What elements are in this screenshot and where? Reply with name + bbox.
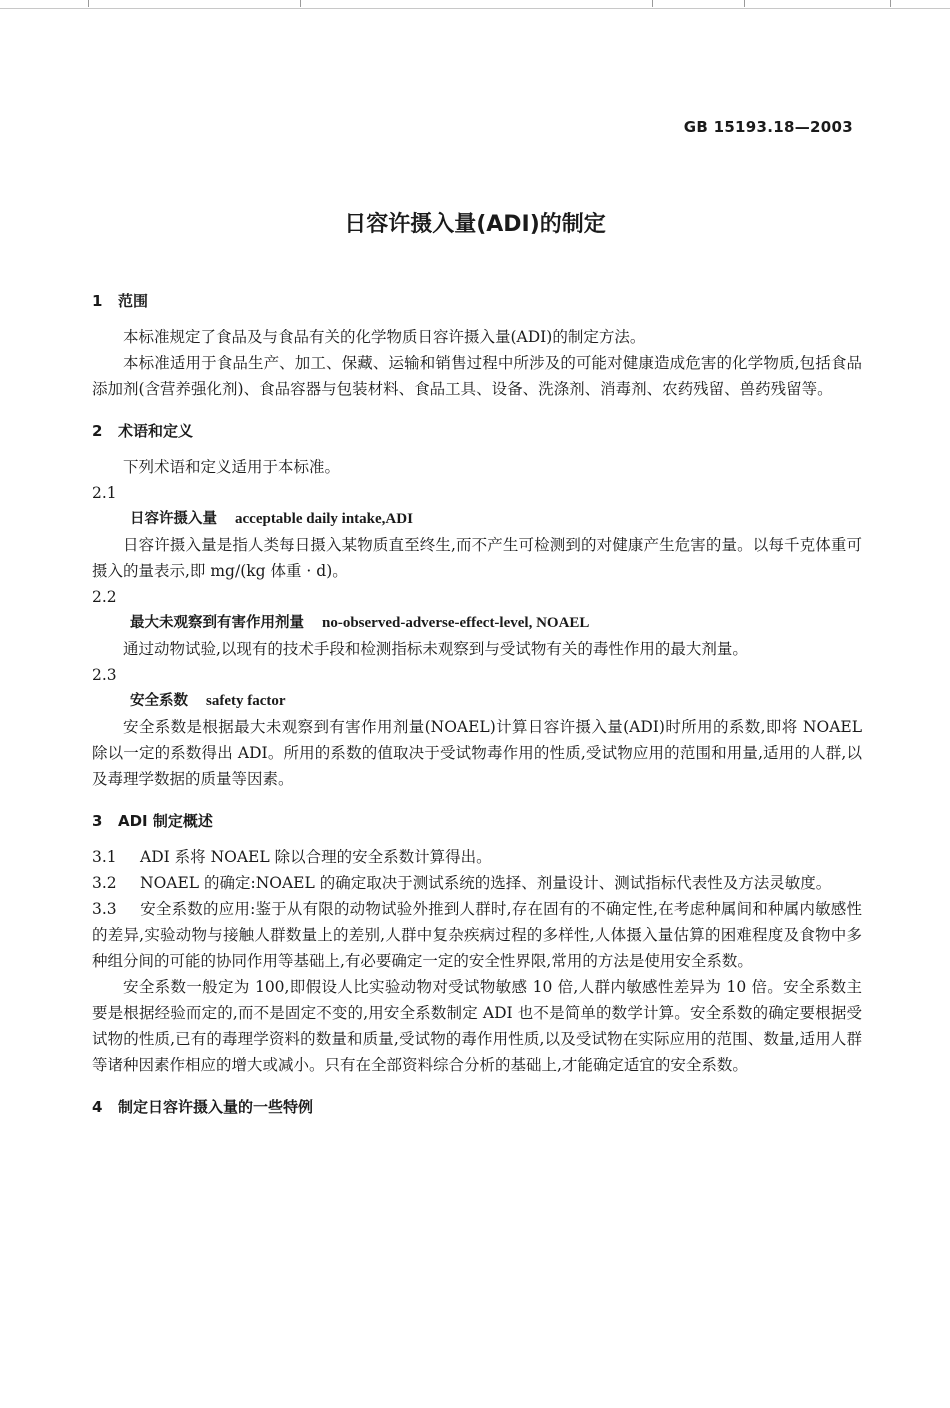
document-body [92,288,862,1130]
term-en: no-observed-adverse-effect-level, NOAEL [322,615,590,631]
clause-text: ADI 系将 NOAEL 除以合理的安全系数计算得出。 [140,848,492,866]
clause-3-2 [92,870,862,896]
term-definition: 安全系数是根据最大未观察到有害作用剂量(NOAEL)计算日容许摄入量(ADI)时所用的系数,即将 NOAEL 除以一定的系数得出 ADI。所用的系数的值取决于受试物毒作用的性质,受试物应用的范围和用量,适用的人群,以及毒理学数据的质量等因素。 [92,718,862,788]
term-cn: 安全系数 [130,693,188,709]
term-cn: 日容许摄入量 [130,511,217,527]
standard-number: GB 15193.18—2003 [683,118,853,136]
term-heading [92,506,862,532]
terms-intro: 下列术语和定义适用于本标准。 [123,458,341,476]
safety-factor-paragraph: 安全系数一般定为 100,即假设人比实验动物对受试物敏感 10 倍,人群内敏感性差异为 10 倍。安全系数主要是根据经验而定的,而不是固定不变的,用安全系数制定 ADI 也不是简单的数学计算。安全系数的确定要根据受试物的性质,已有的毒理学资料的数量和质量,受试物的毒作用性质,以及受试物在实际应用的范围、数量,适用人群等诸种因素作相应的增大或减小。只有在全部资料综合分析的基础上,才能确定适宜的安全系数。 [92,978,862,1074]
clause-3-3 [92,896,862,974]
clause-3-1 [92,844,862,870]
section-heading-terms [92,418,862,444]
section-number: 1 [92,292,103,310]
term-heading [92,610,862,636]
section-heading-adi-overview [92,808,862,834]
term-block [92,480,862,584]
clause-number: 3.1 [92,848,117,866]
scope-paragraph-1: 本标准规定了食品及与食品有关的化学物质日容许摄入量(ADI)的制定方法。 [123,328,646,346]
clause-text: 安全系数的应用:鉴于从有限的动物试验外推到人群时,存在固有的不确定性,在考虑种属间和种属内敏感性的差异,实验动物与接触人群数量上的差别,人群中复杂疾病过程的多样性,人体摄入量估算的困难程度及食物中多种组分间的可能的协同作用等基础上,有必要确定一定的安全性界限,常用的方法是使用安全系数。 [92,900,862,970]
term-definition: 日容许摄入量是指人类每日摄入某物质直至终生,而不产生可检测到的对健康产生危害的量。以每千克体重可摄入的量表示,即 mg/(kg 体重 · d)。 [92,536,862,580]
term-en: acceptable daily intake,ADI [235,511,413,527]
clause-number: 2.1 [92,484,117,502]
scope-paragraph-2: 本标准适用于食品生产、加工、保藏、运输和销售过程中所涉及的可能对健康造成危害的化学物质,包括食品添加剂(含营养强化剂)、食品容器与包装材料、食品工具、设备、洗涤剂、消毒剂、农药残留、兽药残留等。 [92,354,862,398]
clause-number: 3.2 [92,874,117,892]
term-block [92,662,862,792]
section-heading-special-cases [92,1094,862,1120]
section-title: 术语和定义 [118,422,194,440]
term-cn: 最大未观察到有害作用剂量 [130,615,304,631]
term-heading [92,688,862,714]
document-title: 日容许摄入量(ADI)的制定 [344,212,606,237]
section-number: 4 [92,1098,103,1116]
clause-number: 2.3 [92,666,117,684]
section-heading-scope [92,288,862,314]
clause-text: NOAEL 的确定:NOAEL 的确定取决于测试系统的选择、剂量设计、测试指标代表性及方法灵敏度。 [140,874,832,892]
term-definition: 通过动物试验,以现有的技术手段和检测指标未观察到与受试物有关的毒性作用的最大剂量。 [123,640,748,658]
term-block [92,584,862,662]
term-en: safety factor [206,693,286,709]
clause-number: 2.2 [92,588,117,606]
clause-number: 3.3 [92,900,117,918]
section-title: ADI 制定概述 [118,812,213,830]
section-title: 范围 [118,292,149,310]
section-number: 2 [92,422,103,440]
section-title: 制定日容许摄入量的一些特例 [118,1098,314,1116]
section-number: 3 [92,812,103,830]
scan-top-edge [0,0,950,9]
